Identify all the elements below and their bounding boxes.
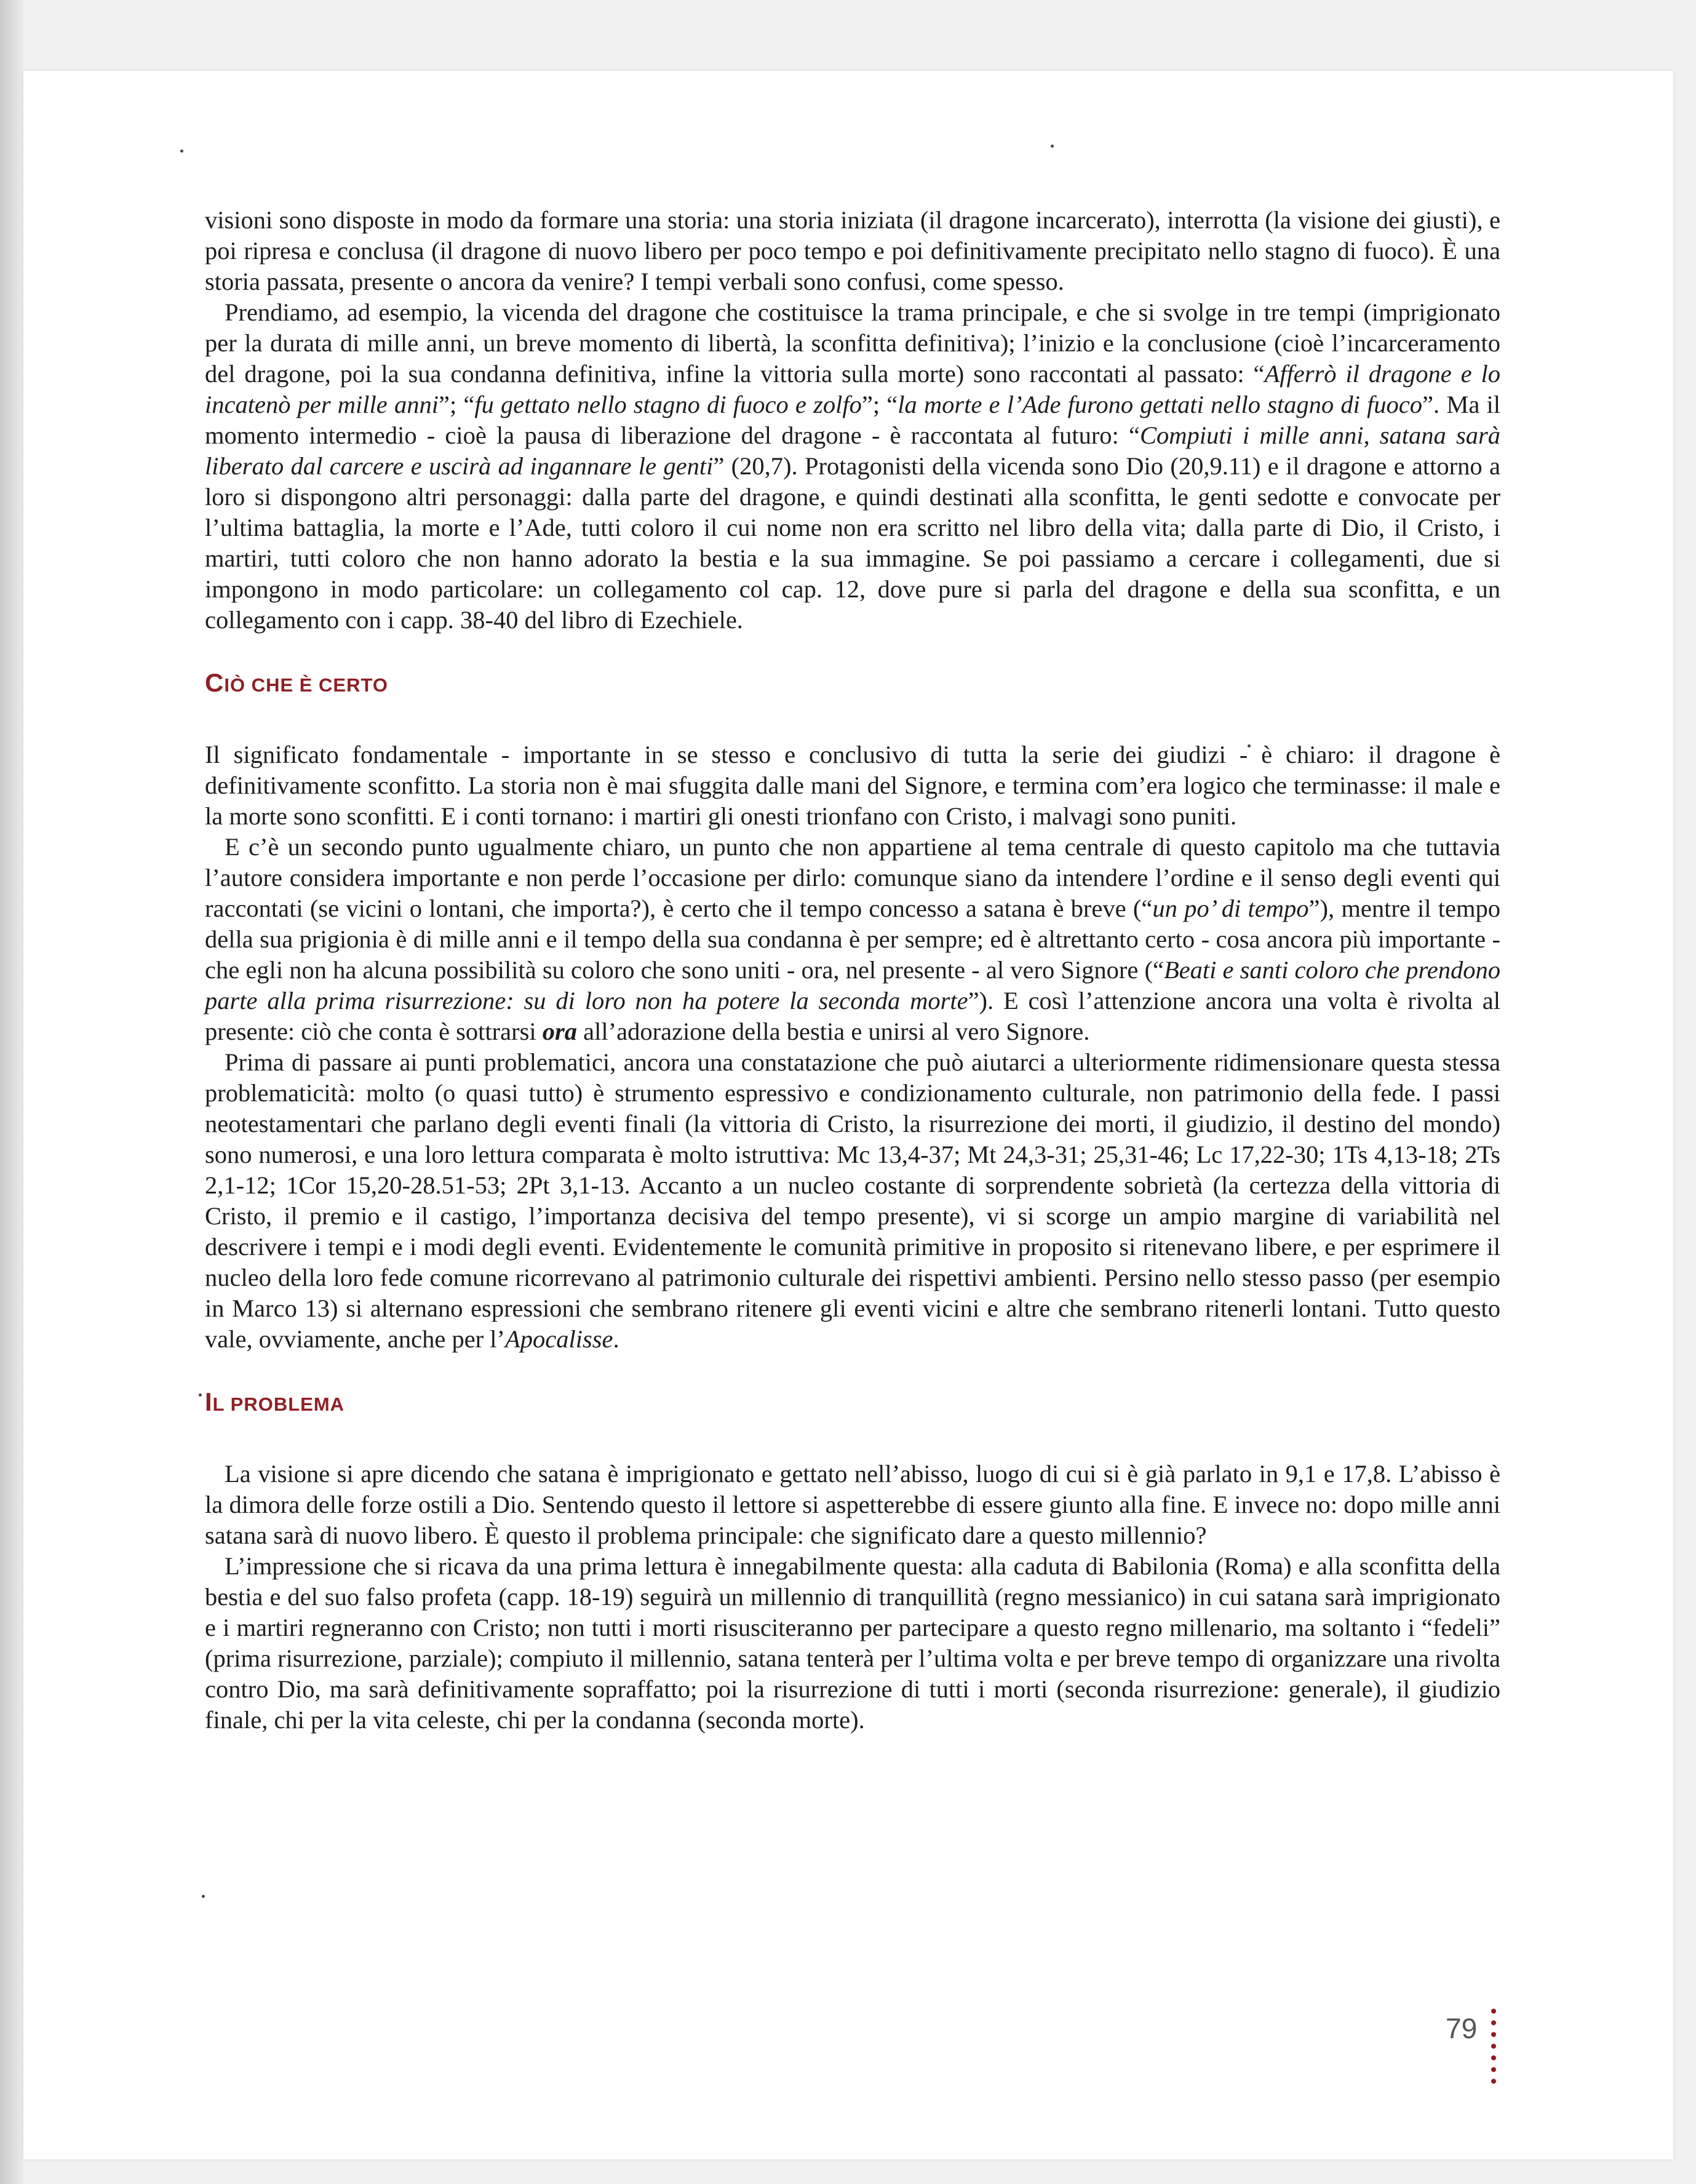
heading-text: IÒ CHE È CERTO (224, 674, 388, 696)
scan-speck (199, 1393, 202, 1397)
text-run: Prima di passare ai punti problematici, ancora una constatazione che può aiutarci a ulteriormente ridimensionare questa stessa problematicità: molto (o quasi tutto) è strumento espressivo e condizionamento culturale, non patrimonio della fede. I passi neotestamentari che parlano degli eventi finali (la vittoria di Cristo, la risurrezione dei morti, il giudizio, il destino del mondo) sono numerosi, e una loro lettura comparata è molto istruttiva: Mc 13,4-37; Mt 24,3-31; 25,31-46; Lc 17,22-30; 1Ts 4,13-18; 2Ts 2,1-12; 1Cor 15,20-28.51-53; 2Pt 3,1-13. Accanto a un nucleo costante di sorprendente sobrietà (la certezza della vittoria di Cristo, il premio e il castigo, l’importanza decisiva del tempo presente), vi si scorge un ampio margine di variabilità nel descrivere i tempi e i modi degli eventi. Evidentemente le comunità primitive in proposito si ritenevano libere, e per esprimere il nucleo della loro fede comune ricorrevano al patrimonio culturale dei rispettivi ambienti. Persino nello stesso passo (per esempio in Marco 13) si alternano espressioni che sembrano ritenere gli eventi vicini e altre che sembrano ritenerli lontani. Tutto questo vale, ovviamente, anche per l’ (205, 1048, 1500, 1353)
paragraph (205, 1459, 1500, 1551)
text-run: visioni sono disposte in modo da formare una storia: una storia iniziata (il dragone incarcerato), interrotta (la visione dei giusti), e poi ripresa e conclusa (il dragone di nuovo libero per poco tempo e poi definitivamente precipitato nello stagno di fuoco). È una storia passata, presente o ancora da venire? I tempi verbali sono confusi, come spesso. (205, 206, 1500, 295)
quotation-italic: Afferrò il dragone e lo incatenò per mille anni (205, 360, 1500, 418)
paragraph (205, 739, 1500, 832)
scan-speck (202, 1895, 205, 1898)
text-run: . (613, 1325, 619, 1353)
text-run: E c’è un secondo punto ugualmente chiaro, un punto che non appartiene al tema centrale di questo capitolo ma che tuttavia l’autore considera importante e non perde l’occasione per dirlo: comunque siano da intendere l’ordine e il senso degli eventi qui raccontati (se vicini o lontani, che importa?), è certo che il tempo concesso a satana è breve (“ (205, 833, 1500, 922)
intro-text (205, 205, 1500, 636)
paragraph (205, 205, 1500, 297)
section-heading-cio-che-e-certo (205, 668, 1500, 701)
emphasis-bold: ora (542, 1018, 578, 1045)
scan-speck (180, 149, 183, 153)
page-ornament-dots (1491, 2009, 1499, 2090)
text-run: all’adorazione della bestia e unirsi al vero Signore. (577, 1018, 1090, 1045)
quotation-italic: Apocalisse (505, 1325, 613, 1353)
page-number: 79 (1446, 2012, 1478, 2044)
paragraph (205, 1047, 1500, 1355)
quotation-italic: un po’ di tempo (1152, 895, 1309, 922)
quotation-italic: Compiuti i mille anni, satana sarà liberato dal carcere e uscirà ad ingannare le genti (205, 421, 1500, 480)
scan-edge (0, 0, 23, 2184)
paragraph (205, 832, 1500, 1047)
heading-initial: I (205, 1387, 213, 1416)
page-body (205, 205, 1500, 1736)
text-run: La visione si apre dicendo che satana è imprigionato e gettato nell’abisso, luogo di cui si è già parlato in 9,1 e 17,8. L’abisso è la dimora delle forze ostili a Dio. Sentendo questo il lettore si aspetterebbe di essere giunto alla fine. E invece no: dopo mille anni satana sarà di nuovo libero. È questo il problema principale: che significato dare a questo millennio? (205, 1460, 1500, 1549)
text-run: Prendiamo, ad esempio, la vicenda del dragone che costituisce la trama principale, e che si svolge in tre tempi (imprigionato per la durata di mille anni, un breve momento di libertà, la sconfitta definitiva); l’inizio e la conclusione (cioè l’incarceramento del dragone, poi la sua condanna definitiva, infine la vittoria sulla morte) sono raccontati al passato: “ (205, 298, 1500, 388)
heading-text: L PROBLEMA (212, 1393, 345, 1415)
section-certo-text (205, 739, 1500, 1355)
paragraph (205, 1551, 1500, 1736)
text-run: ” (20,7). Protagonisti della vicenda sono Dio (20,9.11) e il dragone e attorno a loro si dispongono altri personaggi: dalla parte del dragone, e quindi destinati alla sconfitta, le genti sedotte e convocate per l’ultima battaglia, la morte e l’Ade, tutti coloro il cui nome non era scritto nel libro della vita; dalla parte di Dio, il Cristo, i martiri, tutti coloro che non hanno adorato la bestia e la sua immagine. Se poi passiamo a cercare i collegamenti, due si impongono in modo particolare: un collegamento col cap. 12, dove pure si parla del dragone e della sua sconfitta, e un collegamento con i capp. 38-40 del libro di Ezechiele. (205, 452, 1500, 634)
section-heading-il-problema (205, 1387, 1500, 1420)
text-run: ”; “ (861, 391, 898, 418)
heading-initial: C (205, 668, 225, 697)
text-run: L’impressione che si ricava da una prima lettura è innegabilmente questa: alla caduta di Babilonia (Roma) e alla sconfitta della bestia e del suo falso profeta (capp. 18-19) seguirà un millennio di tranquillità (regno messianico) in cui satana sarà imprigionato e i martiri regneranno con Cristo; non tutti i morti risusciteranno per partecipare a questo regno millenario, ma soltanto i “fedeli” (prima risurrezione, parziale); compiuto il millennio, satana tenterà per l’ultima volta e per breve tempo di organizzare una rivolta contro Dio, ma sarà definitivamente sopraffatto; poi la risurrezione di tutti i morti (seconda risurrezione: generale), il giudizio finale, chi per la vita celeste, chi per la condanna (seconda morte). (205, 1552, 1500, 1734)
quotation-italic: Beati e santi coloro che prendono parte alla prima risurrezione: su di loro non ha potere la seconda morte (205, 956, 1500, 1014)
text-run: ”. Ma il momento intermedio - cioè la pausa di liberazione del dragone - è raccontata al futuro: “ (205, 391, 1500, 449)
quotation-italic: la morte e l’Ade furono gettati nello stagno di fuoco (898, 391, 1423, 418)
text-run: ”). E così l’attenzione ancora una volta è rivolta al presente: ciò che conta è sottrarsi (205, 987, 1500, 1045)
section-problema-text (205, 1459, 1500, 1736)
quotation-italic: fu gettato nello stagno di fuoco e zolfo (474, 391, 862, 418)
text-run: Il significato fondamentale - importante in se stesso e conclusivo di tutta la serie dei giudizi - è chiaro: il dragone è definitivamente sconfitto. La storia non è mai sfuggita dalle mani del Signore, e termina com’era logico che terminasse: il male e la morte sono sconfitti. E i conti tornano: i martiri gli onesti trionfano con Cristo, i malvagi sono puniti. (205, 741, 1500, 830)
scan-speck (1051, 145, 1054, 148)
paragraph (205, 297, 1500, 636)
text-run: ”), mentre il tempo della sua prigionia è di mille anni e il tempo della sua condanna è per sempre; ed è altrettanto certo - cosa ancora più importante - che egli non ha alcuna possibilità su coloro che sono uniti - ora, nel presente - al vero Signore (“ (205, 895, 1500, 984)
text-run: ”; “ (438, 391, 475, 418)
